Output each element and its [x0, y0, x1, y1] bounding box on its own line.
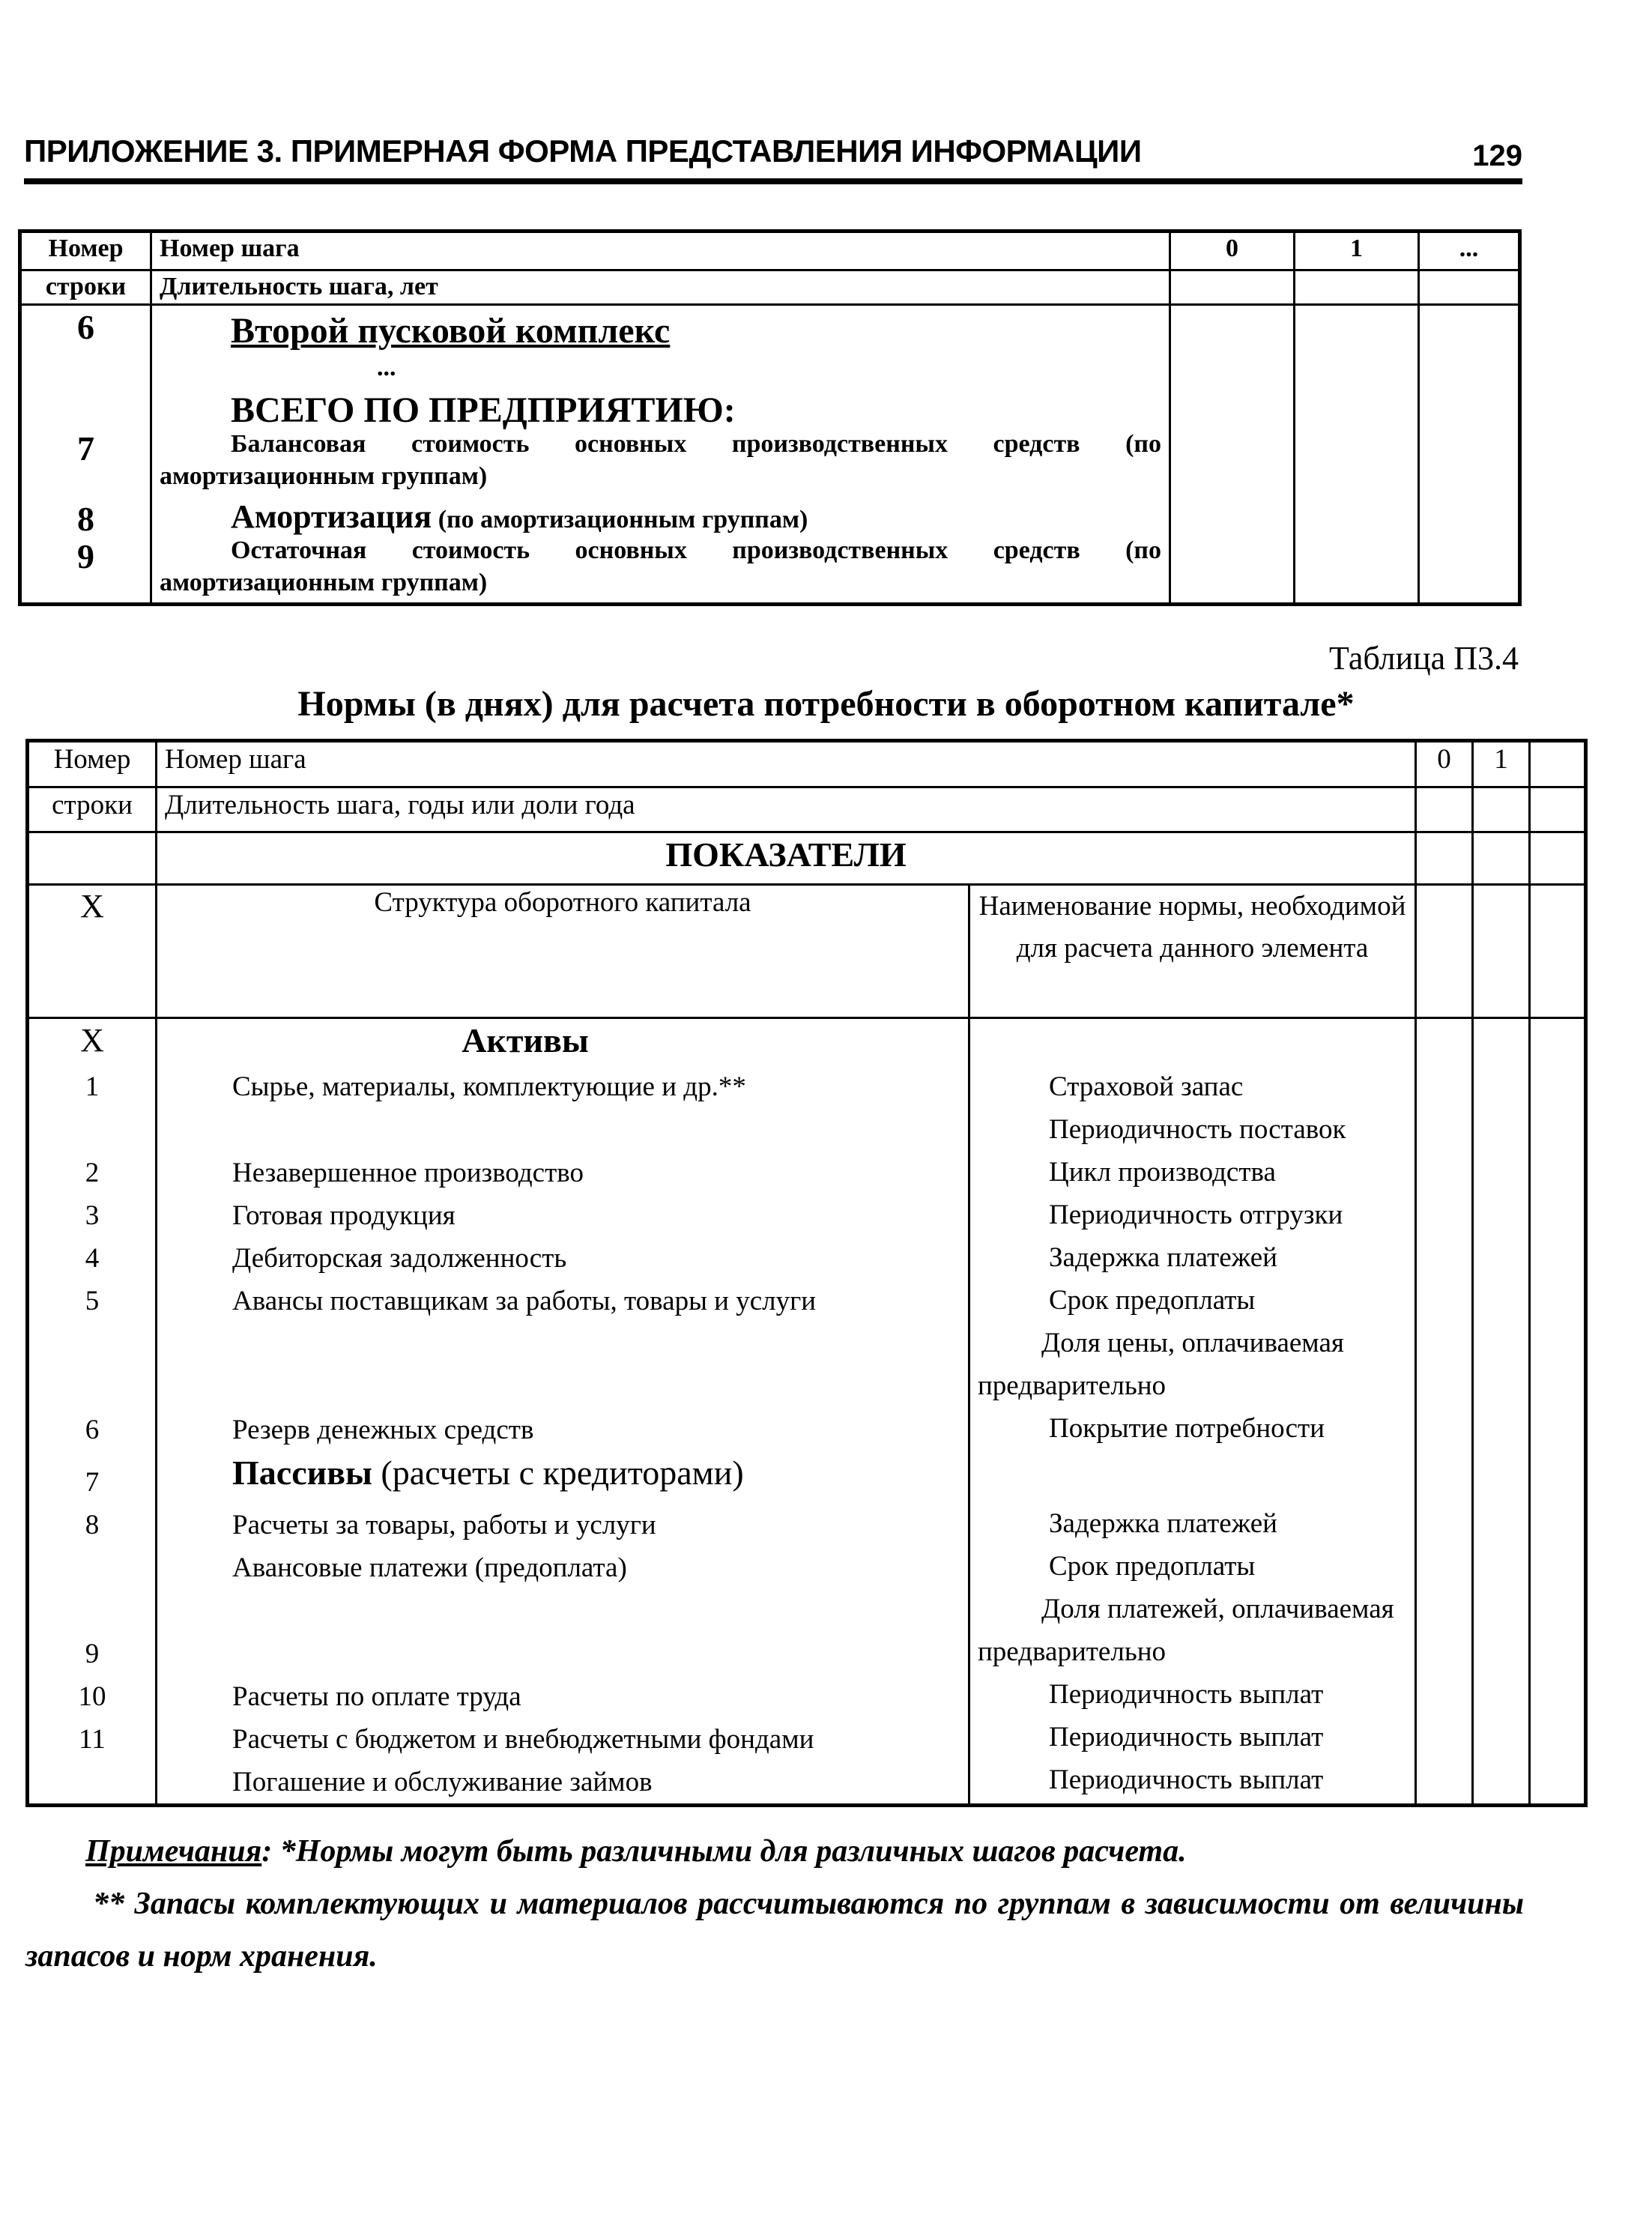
row-num: 9 — [85, 1639, 100, 1669]
row-text-8-rest: (по амортизационным группам) — [432, 506, 808, 533]
row-norm: Срок предоплаты — [1049, 1551, 1256, 1582]
row-num: 3 — [85, 1200, 100, 1231]
row-name: Резерв денежных средств — [232, 1415, 534, 1445]
row-name: Расчеты по оплате труда — [232, 1681, 521, 1712]
running-title: ПРИЛОЖЕНИЕ 3. ПРИМЕРНАЯ ФОРМА ПРЕДСТАВЛЕНИЯ ИНФОРМАЦИИ — [24, 133, 1142, 169]
header-rule — [24, 178, 1522, 184]
page-number: 129 — [1472, 139, 1522, 172]
rows-nums — [28, 1018, 157, 1806]
row-num-8: 8 — [77, 500, 94, 538]
row-name: Расчеты за товары, работы и услуги — [232, 1510, 656, 1540]
duration-label: Длительность шага, годы или доли года — [157, 787, 1416, 832]
table-title: Нормы (в днях) для расчета потребности в оборотном капитале* — [297, 684, 1355, 724]
col-structure: Структура оборотного капитала — [157, 885, 969, 1018]
row-num: 10 — [78, 1681, 106, 1712]
x-marker-1: X — [28, 885, 157, 1018]
row-name: Авансовые платежи (предоплата) — [232, 1552, 627, 1583]
row-num: 8 — [85, 1510, 100, 1540]
row-norm: Доля цены, оплачиваемая предварительно — [978, 1328, 1344, 1401]
total-enterprise: ВСЕГО ПО ПРЕДПРИЯТИЮ: — [231, 390, 736, 430]
row-name: Незавершенное производство — [232, 1158, 584, 1188]
step-label: Номер шага — [151, 232, 1170, 270]
row-num-6: 6 — [77, 308, 94, 346]
step-ellipsis: ... — [1419, 232, 1520, 270]
step-1: 1 — [1473, 741, 1530, 787]
row-num: 6 — [85, 1415, 100, 1445]
col-num-header-1: Номер — [28, 741, 157, 787]
rows-names — [157, 1018, 969, 1806]
row-name: Готовая продукция — [232, 1200, 456, 1231]
page-header — [24, 133, 1522, 175]
row-norm: Периодичность выплат — [1049, 1679, 1324, 1710]
row-text-8 — [160, 496, 1161, 535]
notes — [25, 1825, 1524, 1983]
liabilities-heading — [165, 1451, 960, 1504]
row-name: Авансы поставщикам за работы, товары и услуги — [232, 1286, 817, 1316]
row-num: 7 — [85, 1467, 100, 1498]
ellipsis: ... — [377, 354, 396, 381]
row-norm: Периодичность отгрузки — [1049, 1200, 1343, 1230]
row-norm: Задержка платежей — [1049, 1242, 1277, 1273]
row-norm: Доля платежей, оплачиваемая предварительно — [978, 1594, 1394, 1667]
col-num-header-1: Номер — [20, 232, 151, 270]
row-norm: Срок предоплаты — [1049, 1285, 1256, 1316]
row-num-9: 9 — [77, 537, 94, 575]
row-name: Сырье, материалы, комплектующие и др.** — [232, 1071, 746, 1102]
row-num-7: 7 — [77, 429, 94, 468]
row-text-9: Остаточная стоимость основных производственных средств (по амортизационным группам) — [160, 536, 1161, 596]
norms-table — [25, 739, 1588, 1807]
row-nums — [20, 305, 151, 605]
step-extra — [1530, 741, 1586, 787]
rows-norms — [969, 1018, 1416, 1806]
note-2: ** Запасы комплектующих и материалов рассчитываются по группам в зависимости от величины запасов и норм хранения. — [25, 1887, 1524, 1974]
row-norm: Периодичность поставок — [1049, 1114, 1346, 1145]
row-text-8-bold: Амортизация — [231, 498, 432, 535]
row-num: 5 — [85, 1286, 100, 1316]
row-name: Погашение и обслуживание займов — [232, 1767, 653, 1797]
row-texts — [151, 305, 1170, 605]
note-1-text: : *Нормы могут быть различными для различных шагов расчета. — [261, 1834, 1187, 1869]
row-norm: Покрытие потребности — [1049, 1413, 1325, 1444]
row-norm: Задержка платежей — [1049, 1508, 1277, 1539]
row-num: 1 — [85, 1071, 100, 1102]
col-num-header-2: строки — [28, 787, 157, 832]
section-second-complex: Второй пусковой комплекс — [231, 311, 671, 351]
table-continuation — [18, 229, 1522, 606]
step-0: 0 — [1416, 741, 1473, 787]
row-num: 2 — [85, 1158, 100, 1188]
col-norm: Наименование нормы, необходимой для расчета данного элемента — [969, 885, 1416, 1018]
row-norm: Цикл производства — [1049, 1157, 1276, 1188]
row-norm: Страховой запас — [1049, 1071, 1244, 1102]
step-0: 0 — [1170, 232, 1295, 270]
note-1 — [25, 1825, 1524, 1878]
indicators-heading: ПОКАЗАТЕЛИ — [157, 832, 1416, 885]
assets-heading: Активы — [462, 1021, 589, 1059]
row-text-7: Балансовая стоимость основных производственных средств (по амортизационным группам) — [160, 430, 1161, 490]
row-norm: Периодичность выплат — [1049, 1722, 1324, 1752]
row-num: 4 — [85, 1243, 100, 1274]
liabilities-rest: (расчеты с кредиторами) — [372, 1454, 744, 1492]
row-norm: Периодичность выплат — [1049, 1764, 1324, 1795]
table-label: Таблица П3.4 — [1329, 640, 1519, 677]
row-num: 11 — [79, 1724, 106, 1755]
row-name: Расчеты с бюджетом и внебюджетными фондами — [232, 1724, 814, 1755]
row-name: Дебиторская задолженность — [232, 1243, 567, 1274]
liabilities-bold: Пассивы — [232, 1454, 372, 1492]
step-1: 1 — [1295, 232, 1419, 270]
notes-label: Примечания — [85, 1834, 262, 1869]
col-num-header-2: строки — [20, 270, 151, 305]
step-label: Номер шага — [157, 741, 1416, 787]
x-marker-2: X — [80, 1022, 104, 1059]
duration-label: Длительность шага, лет — [151, 270, 1170, 305]
